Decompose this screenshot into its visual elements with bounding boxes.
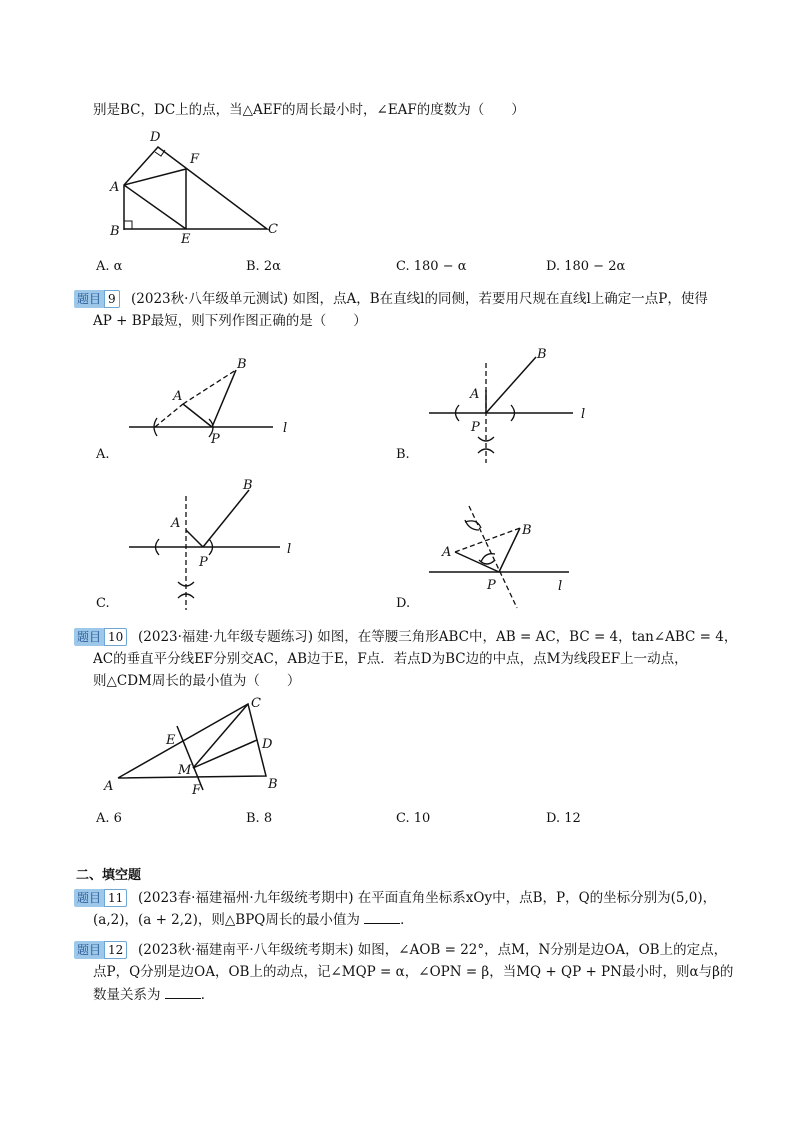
q12-line1: (2023秋·福建南平·八年级统考期末) 如图，∠AOB = 22°，点M，N分别是边OA，OB上的定点， [138,942,728,958]
q9-tag-label: 题目 [74,290,104,308]
q8-label-B: B [110,224,120,239]
q8-label-A: A [110,180,120,195]
q9-figure-c [125,478,305,613]
q10-line2: AC的垂直平分线EF分别交AC，AB边于E，F点．若点D为BC边的中点，点M为线段EF上一动点， [93,651,688,667]
q11-line2 [93,910,414,930]
q9d-label-l: l [558,579,563,594]
q9a-label-B: B [237,357,247,372]
q11-number: 11 [104,889,127,907]
q10-label-D: D [262,737,273,752]
q11-line2-end: ． [400,912,414,928]
q9b-label-P: P [471,420,480,435]
q11-answer-blank[interactable] [364,911,400,924]
q10-option-c[interactable]: C. 10 [396,811,431,826]
q10-label-F: F [192,783,202,798]
q9b-label-l: l [581,407,586,422]
q9-figure-d [425,500,605,615]
q11-tag-label: 题目 [74,889,104,907]
q9c-label-P: P [199,555,208,570]
q9-option-a[interactable]: A. [96,447,110,462]
q9-tag [74,290,120,308]
q8-option-c[interactable]: C. 180 − α [396,259,467,274]
q12-line3-end: ． [200,987,215,1003]
q9b-label-A: A [470,387,480,402]
q8-label-D: D [150,130,161,145]
q9-figure-a [125,355,305,445]
q12-line3 [93,985,214,1005]
q11-line2-text: (a,2)，(a + 2,2)，则△BPQ周长的最小值为 [93,912,360,928]
q10-label-E: E [166,733,176,748]
q10-label-M: M [178,763,192,778]
q9-option-c[interactable]: C. [96,596,110,611]
q9d-label-B: B [522,523,532,538]
q8-label-C: C [268,222,278,237]
q10-tag-label: 题目 [74,628,104,646]
q10-label-A: A [104,779,114,794]
q9-line2: AP + BP最短，则下列作图正确的是（ ） [93,313,367,329]
q10-option-b[interactable]: B. 8 [246,811,273,826]
q9-option-d[interactable]: D. [396,596,411,611]
q8-option-b[interactable]: B. 2α [246,259,281,274]
q9-option-b[interactable]: B. [396,447,410,462]
q8-option-a[interactable]: A. α [96,259,123,274]
q12-line2: 点P，Q分别是边OA，OB上的动点，记∠MQP = α，∠OPN = β，当MQ + QP + PN最小时，则α与β的 [93,964,734,980]
q10-number: 10 [104,628,127,646]
q8-option-d[interactable]: D. 180 − 2α [546,259,626,274]
q10-line3: 则△CDM周长的最小值为（ ） [93,673,301,689]
q12-tag-label: 题目 [74,941,104,959]
q9b-label-B: B [537,347,547,362]
q8-text: 别是BC，DC上的点，当△AEF的周长最小时，∠EAF的度数为（ ） [93,102,525,118]
q10-option-d[interactable]: D. 12 [546,811,581,826]
q9c-label-B: B [243,478,253,493]
q9c-label-l: l [287,542,292,557]
q10-option-a[interactable]: A. 6 [96,811,122,826]
q9d-label-P: P [487,578,496,593]
q9-number: 9 [104,290,120,308]
q12-tag [74,941,127,959]
q10-line1: (2023·福建·九年级专题练习) 如图，在等腰三角形ABC中，AB = AC，BC = 4，tan∠ABC = 4， [138,629,738,645]
q12-number: 12 [104,941,127,959]
q8-label-E: E [181,232,191,247]
q9-line1: (2023秋·八年级单元测试) 如图，点A，B在直线l的同侧，若要用尺规在直线l上确定一点P，使得 [131,291,708,307]
q11-line1: (2023春·福建福州·九年级统考期中) 在平面直角坐标系xOy中，点B，P，Q的坐标分别为(5,0)， [138,890,717,906]
q12-answer-blank[interactable] [165,986,201,999]
q9c-label-A: A [171,516,181,531]
q11-tag [74,889,127,907]
q9a-label-P: P [211,432,220,447]
section-title: 二、填空题 [76,868,142,883]
q10-label-C: C [251,696,261,711]
q8-label-F: F [190,152,200,167]
q9a-label-l: l [283,421,288,436]
q10-label-B: B [268,777,278,792]
q9d-label-A: A [442,545,452,560]
q10-figure [100,692,290,802]
q8-figure [100,125,300,245]
q10-tag [74,628,127,646]
q12-line3-text: 数量关系为 [93,987,161,1003]
q9-figure-b [425,345,605,465]
q9a-label-A: A [173,389,183,404]
